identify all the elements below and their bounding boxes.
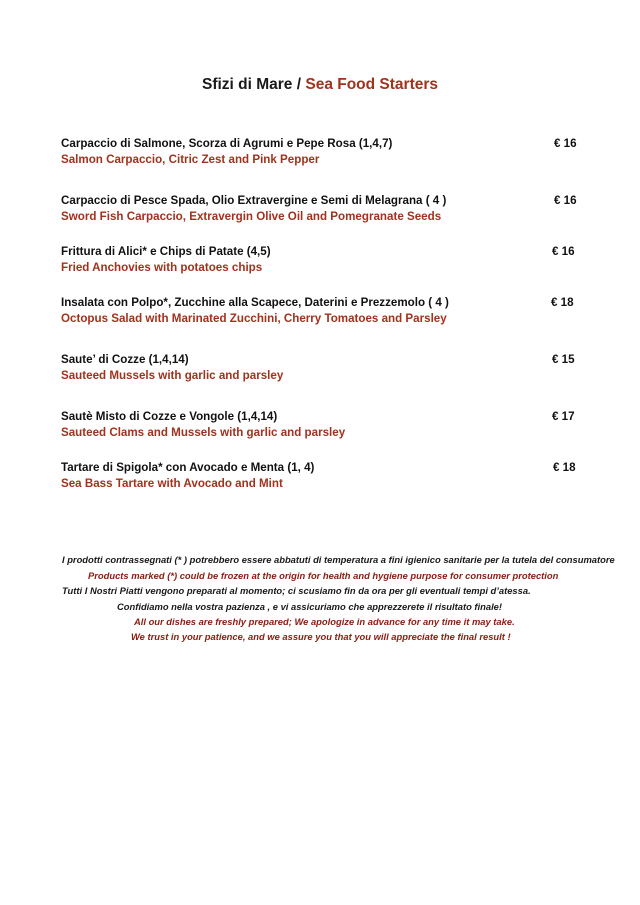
dish-name-english: Sauteed Clams and Mussels with garlic and parsley (61, 426, 346, 439)
dish-price: € 17 (552, 410, 575, 423)
dish-name-italian: Saute’ di Cozze (1,4,14) (61, 353, 189, 366)
dish-price: € 16 (554, 194, 577, 207)
dish-name-english: Sea Bass Tartare with Avocado and Mint (61, 477, 283, 490)
dish-price: € 18 (551, 296, 574, 309)
menu-item (61, 295, 581, 327)
note-patience-english: We trust in your patience, and we assure you that you will appreciate the final result ! (131, 631, 511, 642)
dish-name-italian: Tartare di Spigola* con Avocado e Menta (1, 4) (61, 461, 315, 474)
title-italian: Sfizi di Mare / (201, 76, 302, 93)
note-patience-italian: Confidiamo nella vostra pazienza , e vi assicuriamo che apprezzerete il risultato finale! (117, 601, 503, 612)
dish-name-italian: Carpaccio di Pesce Spada, Olio Extravergine e Semi di Melagrana ( 4 ) (61, 194, 447, 207)
title-english: Sea Food Starters (305, 76, 439, 93)
dish-name-english: Fried Anchovies with potatoes chips (61, 261, 263, 274)
menu-item (61, 460, 581, 492)
dish-price: € 16 (552, 245, 575, 258)
dish-name-italian: Insalata con Polpo*, Zucchine alla Scapece, Daterini e Prezzemolo ( 4 ) (61, 296, 449, 309)
menu-item (61, 352, 581, 384)
note-prepared-english: All our dishes are freshly prepared; We apologize in advance for any time it may take. (134, 616, 515, 627)
dish-name-english: Sword Fish Carpaccio, Extravergin Olive Oil and Pomegranate Seeds (61, 210, 442, 223)
menu-item (61, 409, 581, 441)
note-frozen-italian: I prodotti contrassegnati (* ) potrebbero essere abbatuti di temperatura a fini igienico sanitarie per la tutela del consumatore (62, 554, 615, 565)
menu-item (61, 136, 581, 168)
dish-price: € 18 (553, 461, 576, 474)
page-title (0, 76, 640, 94)
dish-price: € 16 (554, 137, 577, 150)
menu-item (61, 193, 581, 225)
dish-price: € 15 (552, 353, 575, 366)
dish-name-english: Octopus Salad with Marinated Zucchini, Cherry Tomatoes and Parsley (61, 312, 447, 325)
dish-name-italian: Frittura di Alici* e Chips di Patate (4,5) (61, 245, 271, 258)
dish-name-english: Salmon Carpaccio, Citric Zest and Pink Pepper (61, 153, 320, 166)
dish-name-italian: Sautè Misto di Cozze e Vongole (1,4,14) (61, 410, 278, 423)
dish-name-italian: Carpaccio di Salmone, Scorza di Agrumi e Pepe Rosa (1,4,7) (61, 137, 393, 150)
dish-name-english: Sauteed Mussels with garlic and parsley (61, 369, 284, 382)
menu-item (61, 244, 581, 276)
note-prepared-italian: Tutti I Nostri Piatti vengono preparati al momento; ci scusiamo fin da ora per gli eventuali tempi d’atessa. (62, 585, 531, 596)
note-frozen-english: Products marked (*) could be frozen at the origin for health and hygiene purpose for consumer protection (88, 570, 559, 581)
